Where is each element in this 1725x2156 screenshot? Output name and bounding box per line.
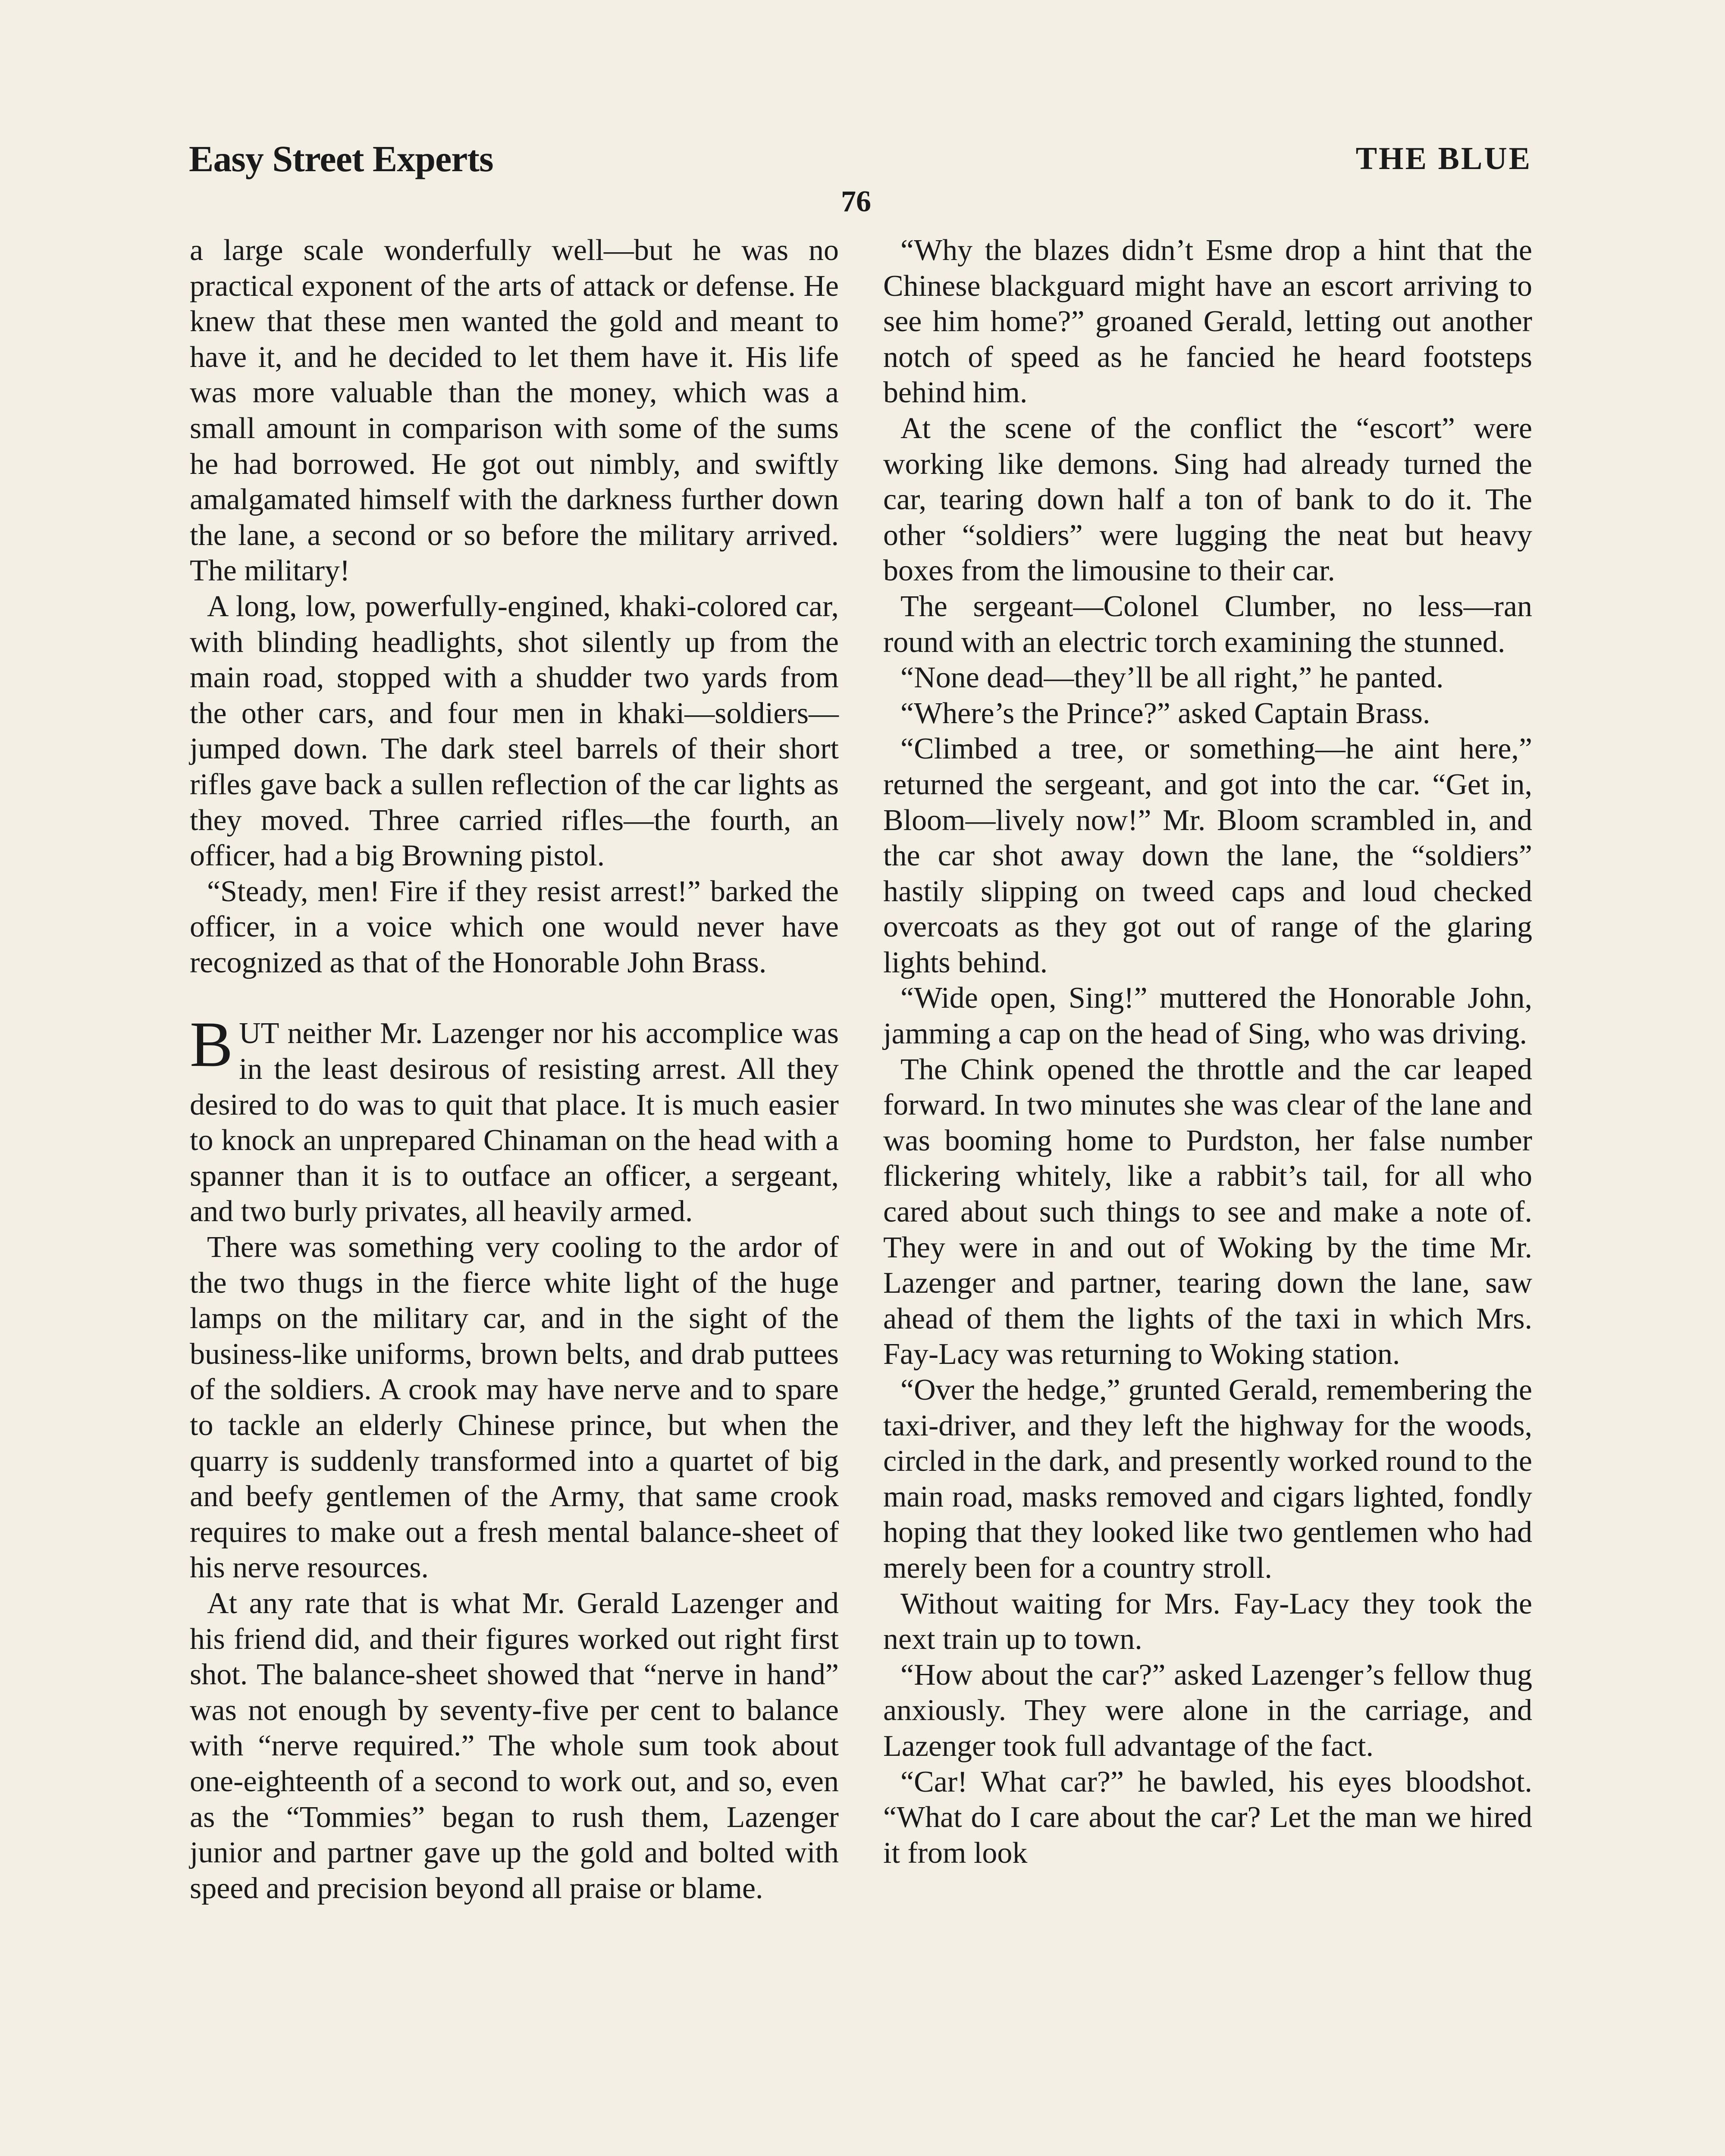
paragraph: The Chink opened the throttle and the car leaped forward. In two minutes she was clear of the lane and was booming home to Purdston, her false number flickering whitely, like a rabbit’s tail, for all who cared about such things to see and make a note of. They were in and out of Woking by the time Mr. Lazenger and partner, tearing down the lane, saw ahead of them the lights of the taxi in which Mrs. Fay-Lacy was returning to Woking station. bbox=[883, 1053, 1532, 1371]
paragraph: “Why the blazes didn’t Esme drop a hint that the Chinese blackguard might have an escort arriving to see him home?” groaned Gerald, letting out another notch of speed as he fancied he heard footsteps behind him. bbox=[883, 234, 1532, 410]
paragraph: “None dead—they’ll be all right,” he panted. bbox=[900, 661, 1444, 695]
section-start-paragraph bbox=[190, 1009, 839, 1230]
paragraph: “Wide open, Sing!” muttered the Honorable John, jamming a cap on the head of Sing, who was driving. bbox=[883, 981, 1532, 1051]
paragraph: There was something very cooling to the ardor of the two thugs in the fierce white light of the huge lamps on the military car, and in the sight of the business-like uniforms, brown belts, and drab puttees of the soldiers. A crook may have nerve and to spare to tackle an elderly Chinese prince, but when the quarry is suddenly transformed into a quartet of big and beefy gentlemen of the Army, that same crook requires to make out a fresh mental balance-sheet of his nerve resources. bbox=[190, 1231, 839, 1585]
right-column bbox=[883, 233, 1532, 1871]
magazine-title: THE BLUE bbox=[1355, 141, 1532, 176]
page-number: 76 bbox=[841, 185, 871, 218]
paragraph-text: UT neither Mr. Lazenger nor his accomplice was in the least desirous of resisting arrest. All they desired to do was to quit that place. It is much easier to knock an unprepared Chinaman on the head with a spanner than it is to outface an officer, a sergeant, and two burly privates, all heavily armed. bbox=[190, 1017, 839, 1228]
paragraph: “Steady, men! Fire if they resist arrest!” barked the officer, in a voice which one would never have recognized as that of the Honorable John Brass. bbox=[190, 874, 839, 979]
paragraph: a large scale wonderfully well—but he was no practical exponent of the arts of attack or defense. He knew that these men wanted the gold and meant to have it, and he decided to let them have it. His life was more valuable than the money, which was a small amount in comparison with some of the sums he had borrowed. He got out nimbly, and swiftly amalgamated himself with the darkness further down the lane, a second or so before the military arrived. The military! bbox=[190, 234, 839, 588]
paragraph: “How about the car?” asked Lazenger’s fellow thug anxiously. They were alone in the carriage, and Lazenger took full advantage of the fact. bbox=[883, 1658, 1532, 1763]
story-title: Easy Street Experts bbox=[189, 138, 493, 179]
paragraph: At any rate that is what Mr. Gerald Lazenger and his friend did, and their figures worked out right first shot. The balance-sheet showed that “nerve in hand” was not enough by seventy-five per cent to balance with “nerve required.” The whole sum took about one-eighteenth of a second to work out, and so, even as the “Tommies” began to rush them, Lazenger junior and partner gave up the gold and bolted with speed and precision beyond all praise or blame. bbox=[190, 1586, 839, 1905]
drop-cap: B bbox=[190, 1009, 233, 1081]
paragraph: Without waiting for Mrs. Fay-Lacy they took the next train up to town. bbox=[883, 1587, 1532, 1656]
paragraph: “Over the hedge,” grunted Gerald, remembering the taxi-driver, and they left the highway for the woods, circled in the dark, and presently worked round to the main road, masks removed and cigars lighted, fondly hoping that they looked like two gentlemen who had merely been for a country stroll. bbox=[883, 1373, 1532, 1585]
paragraph: “Car! What car?” he bawled, his eyes bloodshot. “What do I care about the car? Let the man we hired it from look bbox=[883, 1765, 1532, 1870]
paragraph: A long, low, powerfully-engined, khaki-colored car, with blinding headlights, shot silently up from the main road, stopped with a shudder two yards from the other cars, and four men in khaki—soldiers—jumped down. The dark steel barrels of their short rifles gave back a sullen reflection of the car lights as they moved. Three carried rifles—the fourth, an officer, had a big Browning pistol. bbox=[190, 589, 839, 873]
left-column bbox=[190, 233, 839, 1906]
paragraph: “Climbed a tree, or something—he aint here,” returned the sergeant, and got into the car. “Get in, Bloom—lively now!” Mr. Bloom scrambled in, and the car shot away down the lane, the “soldiers” hastily slipping on tweed caps and loud checked overcoats as they got out of range of the glaring lights behind. bbox=[883, 732, 1532, 979]
paragraph: The sergeant—Colonel Clumber, no less—ran round with an electric torch examining the stunned. bbox=[883, 589, 1532, 659]
paragraph: At the scene of the conflict the “escort” were working like demons. Sing had already turned the car, tearing down half a ton of bank to do it. The other “soldiers” were lugging the neat but heavy boxes from the limousine to their car. bbox=[883, 411, 1532, 588]
paragraph: “Where’s the Prince?” asked Captain Brass. bbox=[900, 696, 1430, 730]
